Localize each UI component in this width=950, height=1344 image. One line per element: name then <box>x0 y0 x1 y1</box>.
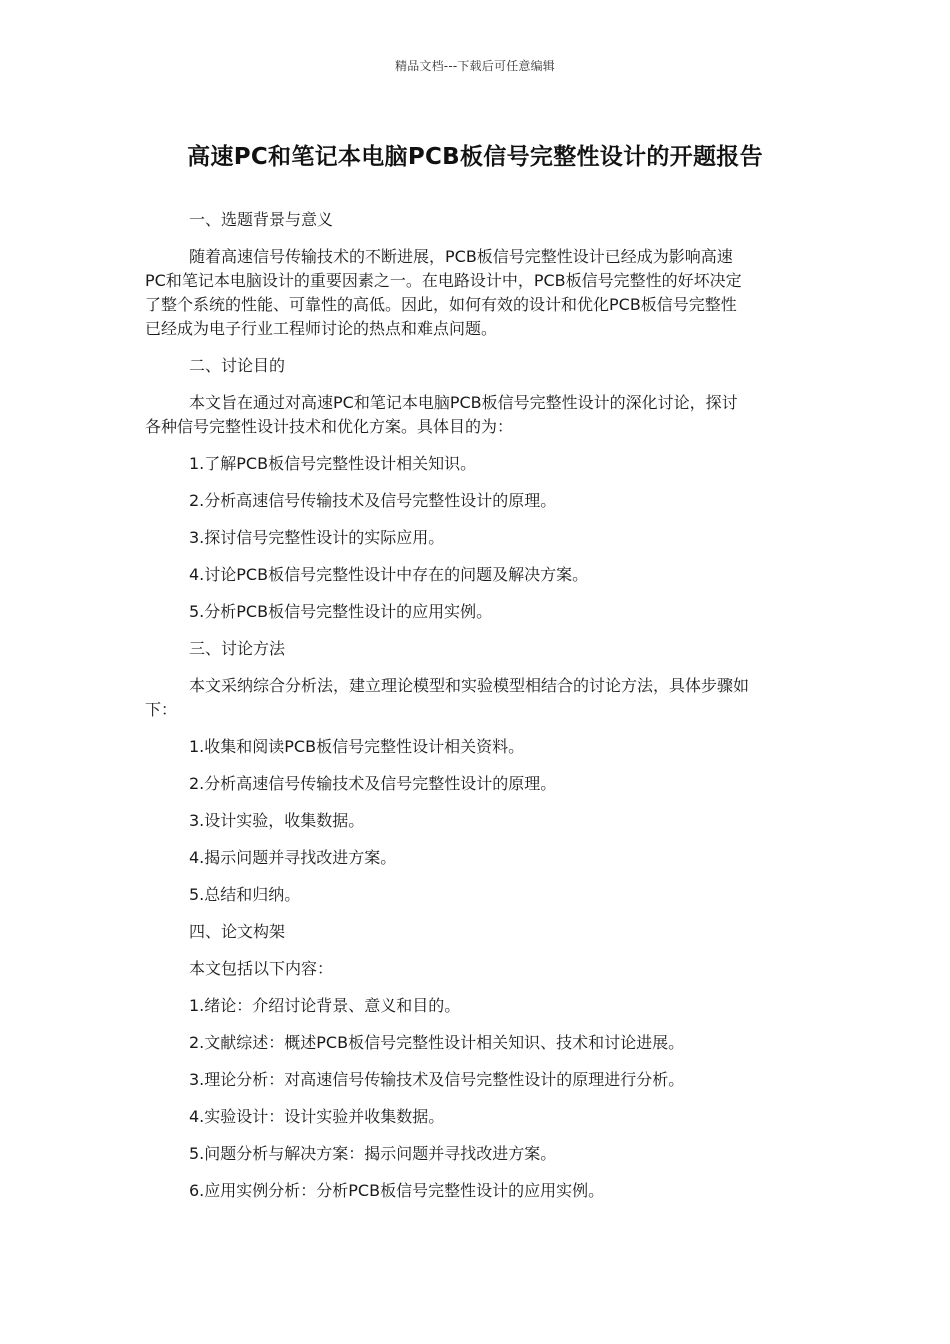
paragraph-line: 随着高速信号传输技术的不断进展，PCB板信号完整性设计已经成为影响高速 <box>189 247 733 266</box>
paragraph-line: 本文采纳综合分析法，建立理论模型和实验模型相结合的讨论方法，具体步骤如 <box>189 676 750 695</box>
paragraph-line: 已经成为电子行业工程师讨论的热点和难点问题。 <box>145 319 498 338</box>
list-item: 4.实验设计：设计实验并收集数据。 <box>189 1107 445 1126</box>
document-body <box>145 208 807 1216</box>
list-item: 5.问题分析与解决方案：揭示问题并寻找改进方案。 <box>189 1144 557 1163</box>
list-item: 1.绪论：介绍讨论背景、意义和目的。 <box>189 996 461 1015</box>
list-item: 2.分析高速信号传输技术及信号完整性设计的原理。 <box>189 491 557 510</box>
paragraph-line: 下： <box>145 700 178 719</box>
paragraph-line: 本文旨在通过对高速PC和笔记本电脑PCB板信号完整性设计的深化讨论，探讨 <box>189 393 738 412</box>
paragraph-line: 各种信号完整性设计技术和优化方案。具体目的为： <box>145 417 514 436</box>
section-heading: 一、选题背景与意义 <box>189 210 334 229</box>
header-note: 精品文档---下载后可任意编辑 <box>395 59 555 73</box>
paragraph <box>145 674 807 722</box>
list-item: 4.讨论PCB板信号完整性设计中存在的问题及解决方案。 <box>189 565 589 584</box>
section-intro: 本文包括以下内容： <box>189 959 334 978</box>
section-heading: 三、讨论方法 <box>189 639 286 658</box>
list-item: 1.了解PCB板信号完整性设计相关知识。 <box>189 454 477 473</box>
list-item: 3.设计实验，收集数据。 <box>189 811 365 830</box>
list-item: 6.应用实例分析：分析PCB板信号完整性设计的应用实例。 <box>189 1181 605 1200</box>
list-item: 2.分析高速信号传输技术及信号完整性设计的原理。 <box>189 774 557 793</box>
list-item: 4.揭示问题并寻找改进方案。 <box>189 848 397 867</box>
document-title: 高速PC和笔记本电脑PCB板信号完整性设计的开题报告 <box>187 144 763 170</box>
list-item: 5.分析PCB板信号完整性设计的应用实例。 <box>189 602 493 621</box>
paragraph-line: PC和笔记本电脑设计的重要因素之一。在电路设计中，PCB板信号完整性的好坏决定 <box>145 271 742 290</box>
list-item: 5.总结和归纳。 <box>189 885 301 904</box>
section-heading: 四、论文构架 <box>189 922 286 941</box>
list-item: 3.探讨信号完整性设计的实际应用。 <box>189 528 445 547</box>
list-item: 1.收集和阅读PCB板信号完整性设计相关资料。 <box>189 737 525 756</box>
list-item: 3.理论分析：对高速信号传输技术及信号完整性设计的原理进行分析。 <box>189 1070 685 1089</box>
list-item: 2.文献综述：概述PCB板信号完整性设计相关知识、技术和讨论进展。 <box>189 1033 685 1052</box>
section-heading: 二、讨论目的 <box>189 356 286 375</box>
paragraph-line: 了整个系统的性能、可靠性的高低。因此，如何有效的设计和优化PCB板信号完整性 <box>145 295 737 314</box>
paragraph <box>145 245 807 341</box>
paragraph <box>145 391 807 439</box>
